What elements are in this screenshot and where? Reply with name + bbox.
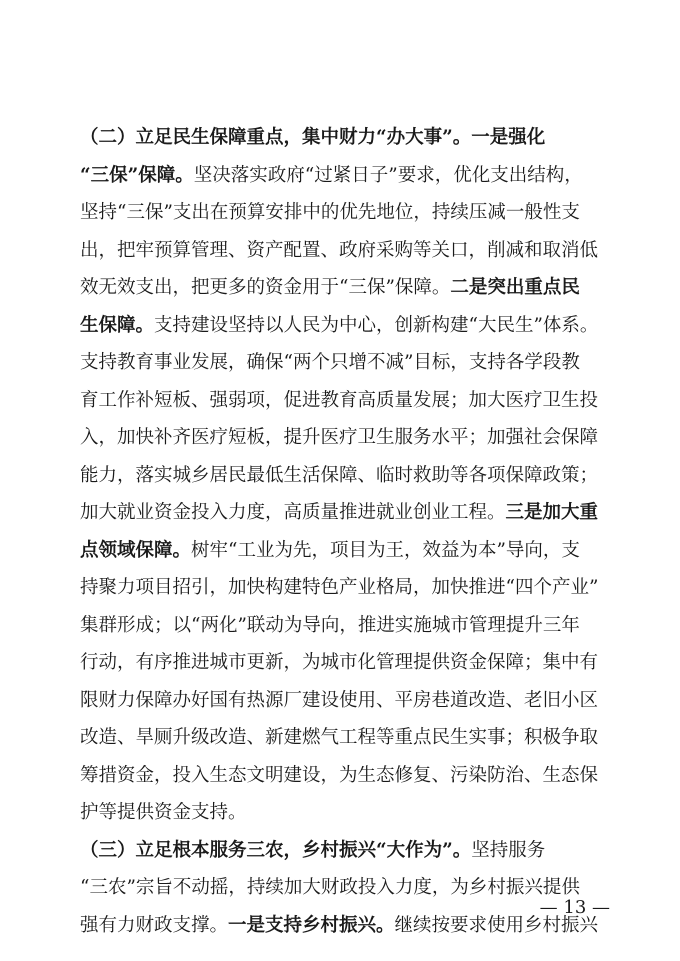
text-segment: “三农”宗旨不动摇，持续加大财政投入力度，为乡村振兴提供 (80, 877, 580, 898)
text-segment: 出，把牢预算管理、资产配置、政府采购等关口，削减和取消低 (80, 239, 599, 261)
text-segment: 加大就业资金投入力度，高质量推进就业创业工程。 (80, 502, 506, 523)
text-segment: 效无效支出，把更多的资金用于“三保”保障。 (80, 277, 451, 298)
text-segment: 树牢“工业为先，项目为王，效益为本”导向，支 (191, 539, 580, 561)
bold-heading-segment: （二）立足民生保障重点，集中财力“办大事”。一是强化 (80, 127, 546, 148)
text-segment: 入，加快补齐医疗短板，提升医疗卫生服务水平；加强社会保障 (80, 427, 599, 448)
text-segment: 育工作补短板、强弱项，促进教育高质量发展；加大医疗卫生投 (80, 389, 599, 411)
bold-heading-segment: 点领域保障。 (80, 539, 192, 561)
text-line (80, 907, 600, 945)
text-line (80, 832, 600, 870)
text-line (80, 794, 600, 832)
text-line (80, 344, 600, 382)
text-segment: 强有力财政支撑。 (80, 914, 229, 936)
text-line (80, 269, 600, 307)
bold-heading-segment: 三是加大重 (505, 502, 599, 523)
text-segment: 改造、旱厕升级改造、新建燃气工程等重点民生实事；积极争取 (80, 727, 599, 748)
text-segment: 支持建设坚持以人民为中心，创新构建“大民生”体系。 (154, 314, 599, 336)
text-line (80, 682, 600, 720)
text-line (80, 157, 600, 195)
text-line (80, 119, 600, 157)
text-segment: 护等提供资金支持。 (80, 802, 247, 823)
text-line (80, 869, 600, 907)
text-line (80, 232, 600, 270)
text-segment: 坚持服务 (471, 839, 546, 861)
page-number: — 13 — (539, 897, 610, 918)
text-line (80, 607, 600, 645)
paragraph-lines (80, 119, 600, 944)
text-segment: 坚决落实政府“过紧日子”要求，优化支出结构， (193, 164, 583, 186)
text-segment: 支持教育事业发展，确保“两个只增不减”目标，支持各学段教 (80, 352, 580, 373)
text-line (80, 419, 600, 457)
text-segment: 坚持“三保”支出在预算安排中的优先地位，持续压减一般性支 (80, 202, 580, 223)
text-line (80, 719, 600, 757)
text-line (80, 494, 600, 532)
bold-heading-segment: “三保”保障。 (80, 164, 194, 186)
body-text (80, 119, 600, 944)
text-line (80, 644, 600, 682)
text-segment: 持聚力项目招引，加快构建特色产业格局，加快推进“四个产业” (80, 577, 599, 598)
text-line (80, 194, 600, 232)
text-line (80, 457, 600, 495)
bold-heading-segment: 二是突出重点民 (450, 277, 580, 298)
text-segment: 行动，有序推进城市更新，为城市化管理提供资金保障；集中有 (80, 652, 599, 673)
text-line (80, 757, 600, 795)
text-segment: 集群形成；以“两化”联动为导向，推进实施城市管理提升三年 (80, 614, 580, 636)
text-segment: 筹措资金，投入生态文明建设，为生态修复、污染防治、生态保 (80, 764, 599, 786)
bold-heading-segment: 生保障。 (80, 314, 155, 336)
bold-heading-segment: （三）立足根本服务三农，乡村振兴“大作为”。 (80, 839, 472, 861)
text-line (80, 532, 600, 570)
text-segment: 限财力保障办好国有热源厂建设使用、平房巷道改造、老旧小区 (80, 689, 599, 711)
text-line (80, 307, 600, 345)
text-line (80, 382, 600, 420)
bold-heading-segment: 一是支持乡村振兴。 (228, 914, 395, 936)
text-segment: 能力，落实城乡居民最低生活保障、临时救助等各项保障政策； (80, 464, 599, 486)
text-line (80, 569, 600, 607)
text-segment: 继续按要求使用乡村振兴 (394, 914, 599, 936)
